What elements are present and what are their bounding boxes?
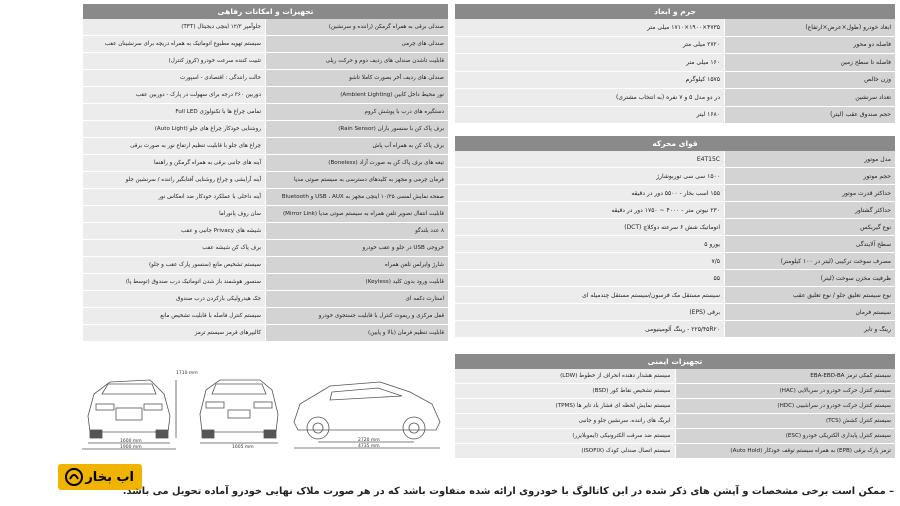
table-row [455,414,895,429]
table-row [455,72,895,90]
front-width-label: 1900 mm [120,445,142,450]
row-label: نوع گیربکس [725,219,895,236]
left-column-item: تثبیت کننده سرعت خودرو (کروز کنترل) [83,53,266,70]
safety-title: تجهیزات ایمنی [455,354,895,369]
right-column-item: ترمز پارک برقی (EPB) به همراه سیستم توقف خودکار (Auto Hold) [676,444,896,459]
table-row [83,291,448,308]
row-value: ۱۵۰۰ سی سی توربوشارژ [455,168,725,185]
left-column-item: سیستم تشخیص مانع (سنسور پارک عقب و جلو) [83,257,266,274]
row-value: ۲۲۵/۴۵R۲۰ - رینگ آلومینیومی [455,321,725,338]
table-row [455,253,895,270]
length-label: 4735 mm [358,444,380,449]
table-row [83,155,448,172]
row-value: در دو مدل ۵ و ۷ نفره (به انتخاب مشتری) [455,89,725,107]
table-row [455,444,895,459]
left-column-item: حالت رانندگی : اقتصادی - اسپورت [83,70,266,87]
left-column-item: سیستم نمایش لحظه ای فشار باد تایر ها (TPMS) [455,399,676,414]
right-column-item: قابلیت انتقال تصویر تلفن همراه به سیستم صوتی مدیا (Mirror Link) [266,206,448,223]
right-column-item: قابلیت تاشدن صندلی های ردیف دوم و حرکت ریلی [266,53,448,70]
comfort-rows [83,19,448,342]
table-row [83,104,448,121]
comfort-table [83,4,448,342]
left-column-item: جلوآمپر ۱۲/۳ اینچی دیجیتال (TFT) [83,19,266,36]
row-label: وزن خالص [725,72,895,90]
right-column-item: استارت دکمه ای [266,291,448,308]
right-column-item: قابلیت ورود بدون کلید (Keyless) [266,274,448,291]
row-label: فاصله دو محور [725,37,895,55]
row-label: مصرف سوخت ترکیبی (لیتر در ۱۰۰ کیلومتر) [725,253,895,270]
table-row [455,384,895,399]
car-dimension-drawings [80,364,455,452]
row-label: حجم صندوق عقب (لیتر) [725,107,895,125]
left-column-item: سیستم کنترل فاصله با قابلیت تشخیص مانع [83,308,266,325]
row-label: حجم موتور [725,168,895,185]
right-column-item: ۸ عدد بلندگو [266,223,448,240]
row-value: اتوماتیک شش ۶ سرعته دوکلاچ (DCT) [455,219,725,236]
left-column-item: سیستم تهویه مطبوع اتوماتیک به همراه دریچه برای سرنشینان عقب [83,36,266,53]
right-column-item: قفل مرکزی و ریموت کنترل با قابلیت جستجوی خودرو [266,308,448,325]
table-row [83,70,448,87]
dimensions-rows [455,19,895,124]
left-column-item: سیستم تشخیص نقاط کور (BSD) [455,384,676,399]
table-row [455,37,895,55]
steam-logo-icon [64,467,84,487]
row-label: حداکثر گشتاور [725,202,895,219]
right-column-item: فرمان چرمی و مجهز به کلیدهای دسترسی به سیستم صوتی مدیا [266,172,448,189]
table-row [455,151,895,168]
comfort-title: تجهیزات و امکانات رفاهی [83,4,448,19]
right-column-item: برف پاک کن با سنسور باران (Rain Sensor) [266,121,448,138]
wheelbase-label: 2720 mm [358,438,380,443]
row-value: ۲۷۲۰ میلی متر [455,37,725,55]
left-column-item: سان روف پانوراما [83,206,266,223]
table-row [455,429,895,444]
front-track-label: 1600 mm [120,439,142,444]
table-row [83,240,448,257]
left-column-item: دوربین ۳۶۰ درجه برای سهولت در پارک - دوربین عقب [83,87,266,104]
row-value: ۱۵۵ اسب بخار - ۵۵۰۰ دور در دقیقه [455,185,725,202]
row-value: ۲۳۰ نیوتن متر - ۴۰۰۰ ~ ۱۷۵۰ دور در دقیقه [455,202,725,219]
table-row [83,19,448,36]
table-row [83,189,448,206]
row-label: فاصله تا سطح زمین [725,54,895,72]
row-value: ۴۷۳۵×۱۹۰۰×۱۷۱۰ میلی متر [455,19,725,37]
right-column-item: شارژ وایرلس تلفن همراه [266,257,448,274]
left-column-item: روشنایی خودکار چراغ های جلو (Auto Light) [83,121,266,138]
table-row [83,121,448,138]
table-row [455,236,895,253]
table-row [455,107,895,125]
dimensions-table [455,4,895,124]
table-row [83,206,448,223]
left-column-item: جک هیدرولیکی بازکردن درب صندوق [83,291,266,308]
row-value: ۱۵۷۵ کیلوگرم [455,72,725,90]
rear-view-drawing [200,380,278,443]
table-row [455,304,895,321]
row-value: سیستم مستقل مک فرسون/سیستم مستقل چندمیله ای [455,287,725,304]
row-value: E4T15C [455,151,725,168]
rear-track-label: 1605 mm [232,445,254,450]
table-row [455,369,895,384]
left-column-item: آینه آرایشی و چراغ روشنایی آفتابگیر راننده / سرنشین جلو [83,172,266,189]
front-height-label: 1710 mm [176,371,198,376]
right-column-item: سیستم کنترل حرکت خودرو در سراشیبی (HDC) [676,399,896,414]
table-row [83,308,448,325]
left-column-item: شیشه های Privacy جانبی و عقب [83,223,266,240]
table-row [83,172,448,189]
right-column-item: خروجی USB در جلو و عقب خودرو [266,240,448,257]
right-column-item: سیستم کنترل حرکت خودرو در سربالایی (HAC) [676,384,896,399]
row-label: سطح آلایندگی [725,236,895,253]
row-label: ابعاد خودرو (طول×عرض×ارتفاع) [725,19,895,37]
table-row [455,89,895,107]
left-column-item: ایربگ های راننده، سرنشین جلو و جانبی [455,414,676,429]
row-label: ظرفیت مخزن سوخت (لیتر) [725,270,895,287]
row-label: مدل موتور [725,151,895,168]
table-row [83,36,448,53]
left-column-item: آینه داخلی با عملکرد خودکار ضد انعکاس نور [83,189,266,206]
row-value: برقی (EPS) [455,304,725,321]
row-label: حداکثر قدرت موتور [725,185,895,202]
dimensions-title: جرم و ابعاد [455,4,895,19]
left-column-item: آینه های جانبی برقی به همراه گرمکن و راهنما [83,155,266,172]
safety-table [455,354,895,459]
table-row [83,53,448,70]
safety-rows [455,369,895,459]
table-row [455,168,895,185]
right-column-item: صفحه نمایش لمسی ۱۰/۲۵ اینچی مجهز به USB ، AUX و Bluetooth [266,189,448,206]
table-row [455,219,895,236]
table-row [83,138,448,155]
table-row [83,325,448,342]
disclaimer-note: – ممکن است برخی مشخصات و آپشن های ذکر شده در این کاتالوگ با خودروی ارائه شده متفاوت باشد که در هر صورت ملاک نهایی خودرو آماده تحویل می باشد. [122,486,894,497]
right-column-item: تیغه های برف پاک کن به صورت آزاد (Boneless) [266,155,448,172]
table-row [455,399,895,414]
left-column-item: سنسور هوشمند باز شدن اتوماتیک درب صندوق (توسط پا) [83,274,266,291]
right-column-item: سیستم کمکی ترمز EBA-EBD-BA [676,369,896,384]
row-label: نوع سیستم تعلیق جلو / نوع تعلیق عقب [725,287,895,304]
left-column-item: تمامی چراغ ها با تکنولوژی Full LED [83,104,266,121]
right-column-item: برف پاک کن به همراه آب پاش [266,138,448,155]
right-column-item: صندلی های ردیف آخر بصورت کاملا تاشو [266,70,448,87]
table-row [455,321,895,338]
right-column-item: نور محیط داخل کابین (Ambient Lighting) [266,87,448,104]
right-column-item: سیستم کنترل کشش (TCS) [676,414,896,429]
table-row [83,223,448,240]
right-column-item: صندلی برقی به همراه گرمکن (راننده و سرنشین) [266,19,448,36]
table-row [83,87,448,104]
row-value: ۵۵ [455,270,725,287]
right-column-item: دستگیره های درب با پوشش کروم [266,104,448,121]
row-value: ۷/۵ [455,253,725,270]
table-row [455,287,895,304]
left-column-item: کالیپرهای قرمز سیستم ترمز [83,325,266,342]
left-column-item: چراغ های جلو با قابلیت تنظیم ارتفاع نور به صورت برقی [83,138,266,155]
row-value: یورو ۵ [455,236,725,253]
table-row [455,54,895,72]
row-label: تعداد سرنشین [725,89,895,107]
row-label: رینگ و تایر [725,321,895,338]
left-column-item: برف پاک کن شیشه عقب [83,240,266,257]
left-column-item: سیستم هشدار دهنده انحراف از خطوط (LDW) [455,369,676,384]
table-row [455,19,895,37]
table-row [455,270,895,287]
right-column-item: قابلیت تنظیم فرمان (بالا و پایین) [266,325,448,342]
powertrain-rows [455,151,895,338]
row-label: سیستم فرمان [725,304,895,321]
left-column-item: سیستم ضد سرقت الکترونیکی (ایموبلایزر) [455,429,676,444]
table-row [83,257,448,274]
row-value: ۱۶۸۰ لیتر [455,107,725,125]
table-row [455,202,895,219]
powertrain-table [455,136,895,338]
row-value: ۱۶۰ میلی متر [455,54,725,72]
table-row [455,185,895,202]
logo-text: اب بخار [85,469,134,485]
right-column-item: صندلی های چرمی [266,36,448,53]
right-column-item: سیستم کنترل پایداری الکتریکی خودرو (ESC) [676,429,896,444]
powertrain-title: قوای محرکه [455,136,895,151]
left-column-item: سیستم اتصال صندلی کودک (ISOFIX) [455,444,676,459]
table-row [83,274,448,291]
